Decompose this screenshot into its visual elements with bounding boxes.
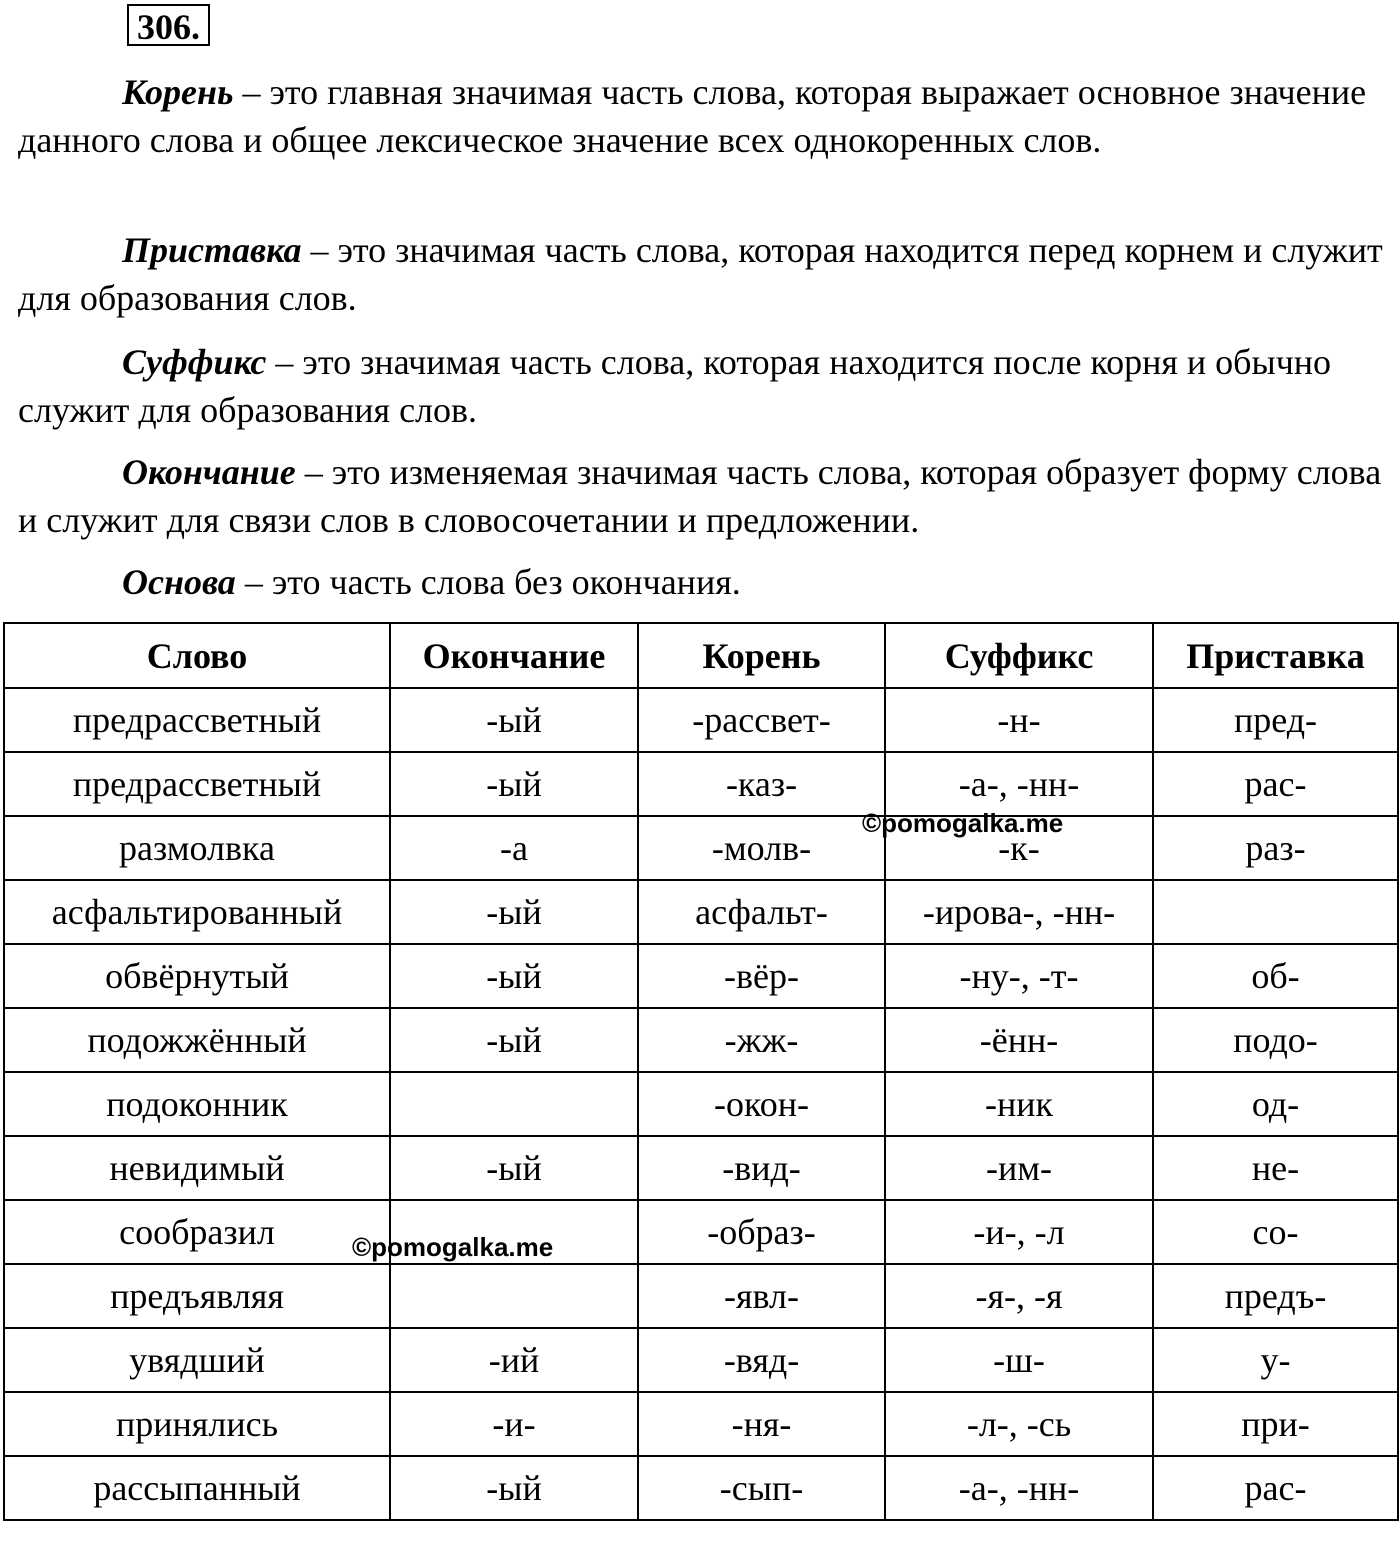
cell-word: предъявляя xyxy=(4,1264,390,1328)
cell-root: -каз- xyxy=(638,752,885,816)
cell-ending: -а xyxy=(390,816,638,880)
cell-word: размолвка xyxy=(4,816,390,880)
cell-word: рассыпанный xyxy=(4,1456,390,1520)
cell-prefix: подо- xyxy=(1153,1008,1398,1072)
table-row xyxy=(4,1392,1398,1456)
cell-ending: -ый xyxy=(390,1136,638,1200)
table-row xyxy=(4,688,1398,752)
cell-root: -жж- xyxy=(638,1008,885,1072)
cell-word: предрассветный xyxy=(4,752,390,816)
cell-suffix: -ённ- xyxy=(885,1008,1153,1072)
cell-prefix: пред- xyxy=(1153,688,1398,752)
definition-ending-text: – это изменяемая значимая часть слова, которая образует форму слова и служит для связи слов в словосочетании и предложении. xyxy=(18,452,1382,540)
term-prefix: Приставка xyxy=(122,230,302,270)
cell-root: -сып- xyxy=(638,1456,885,1520)
table-row xyxy=(4,1456,1398,1520)
watermark: ©pomogalka.me xyxy=(352,1232,554,1262)
cell-word: асфальтированный xyxy=(4,880,390,944)
definition-stem xyxy=(18,558,1388,606)
term-suffix: Суффикс xyxy=(122,342,267,382)
cell-suffix: -а-, -нн- xyxy=(885,752,1153,816)
cell-word: принялись xyxy=(4,1392,390,1456)
header-word: Слово xyxy=(4,623,390,688)
table-row xyxy=(4,1008,1398,1072)
cell-ending: -ый xyxy=(390,944,638,1008)
table-row xyxy=(4,1200,1398,1264)
table-body xyxy=(4,688,1398,1520)
cell-suffix: -ш- xyxy=(885,1328,1153,1392)
table-row xyxy=(4,944,1398,1008)
cell-suffix: -к- xyxy=(885,816,1153,880)
cell-ending: -и- xyxy=(390,1392,638,1456)
cell-ending: -ый xyxy=(390,1008,638,1072)
cell-root: -молв- xyxy=(638,816,885,880)
header-ending: Окончание xyxy=(390,623,638,688)
header-root: Корень xyxy=(638,623,885,688)
cell-prefix: не- xyxy=(1153,1136,1398,1200)
cell-prefix: об- xyxy=(1153,944,1398,1008)
cell-root: -явл- xyxy=(638,1264,885,1328)
table-row xyxy=(4,1328,1398,1392)
cell-root: -вяд- xyxy=(638,1328,885,1392)
table-row xyxy=(4,880,1398,944)
table-row xyxy=(4,1136,1398,1200)
definition-prefix-text: – это значимая часть слова, которая находится перед корнем и служит для образования слов. xyxy=(18,230,1383,318)
cell-prefix: рас- xyxy=(1153,752,1398,816)
cell-prefix: од- xyxy=(1153,1072,1398,1136)
cell-word: подоконник xyxy=(4,1072,390,1136)
cell-root: -вид- xyxy=(638,1136,885,1200)
watermark: ©pomogalka.me xyxy=(862,808,1064,838)
header-prefix: Приставка xyxy=(1153,623,1398,688)
header-suffix: Суффикс xyxy=(885,623,1153,688)
cell-suffix: -н- xyxy=(885,688,1153,752)
cell-ending: -ый xyxy=(390,752,638,816)
cell-root: -окон- xyxy=(638,1072,885,1136)
term-ending: Окончание xyxy=(122,452,296,492)
definition-ending xyxy=(18,448,1388,544)
cell-prefix: у- xyxy=(1153,1328,1398,1392)
cell-suffix: -я-, -я xyxy=(885,1264,1153,1328)
definition-stem-text: – это часть слова без окончания. xyxy=(235,562,741,602)
cell-ending xyxy=(390,1264,638,1328)
cell-suffix: -а-, -нн- xyxy=(885,1456,1153,1520)
cell-suffix: -ирова-, -нн- xyxy=(885,880,1153,944)
cell-root: -ня- xyxy=(638,1392,885,1456)
morpheme-table xyxy=(3,622,1399,1521)
term-stem: Основа xyxy=(122,562,236,602)
cell-word: увядший xyxy=(4,1328,390,1392)
cell-root: -образ- xyxy=(638,1200,885,1264)
cell-suffix: -ник xyxy=(885,1072,1153,1136)
cell-suffix: -л-, -сь xyxy=(885,1392,1153,1456)
cell-ending xyxy=(390,1072,638,1136)
cell-prefix: раз- xyxy=(1153,816,1398,880)
cell-root: асфальт- xyxy=(638,880,885,944)
cell-prefix: предъ- xyxy=(1153,1264,1398,1328)
cell-suffix: -им- xyxy=(885,1136,1153,1200)
definition-suffix-text: – это значимая часть слова, которая находится после корня и обычно служит для образования слов. xyxy=(18,342,1332,430)
cell-word: обвёрнутый xyxy=(4,944,390,1008)
cell-ending: -ий xyxy=(390,1328,638,1392)
cell-word: подожжённый xyxy=(4,1008,390,1072)
cell-suffix: -и-, -л xyxy=(885,1200,1153,1264)
cell-ending: -ый xyxy=(390,880,638,944)
task-number: 306. xyxy=(127,4,210,46)
cell-root: -вёр- xyxy=(638,944,885,1008)
cell-prefix: при- xyxy=(1153,1392,1398,1456)
definition-root-text: – это главная значимая часть слова, которая выражает основное значение данного слова и общее лексическое значение всех однокоренных слов. xyxy=(18,72,1367,160)
cell-word: сообразил xyxy=(4,1200,390,1264)
table-row xyxy=(4,816,1398,880)
table-header-row xyxy=(4,623,1398,688)
cell-ending: -ый xyxy=(390,1456,638,1520)
term-root: Корень xyxy=(122,72,234,112)
definition-suffix xyxy=(18,338,1388,434)
cell-prefix: со- xyxy=(1153,1200,1398,1264)
cell-prefix xyxy=(1153,880,1398,944)
cell-word: невидимый xyxy=(4,1136,390,1200)
table-row xyxy=(4,1072,1398,1136)
definition-prefix xyxy=(18,226,1388,322)
cell-suffix: -ну-, -т- xyxy=(885,944,1153,1008)
definition-root xyxy=(18,68,1388,164)
table-row xyxy=(4,752,1398,816)
table-row xyxy=(4,1264,1398,1328)
cell-prefix: рас- xyxy=(1153,1456,1398,1520)
cell-root: -рассвет- xyxy=(638,688,885,752)
cell-word: предрассветный xyxy=(4,688,390,752)
cell-ending: -ый xyxy=(390,688,638,752)
